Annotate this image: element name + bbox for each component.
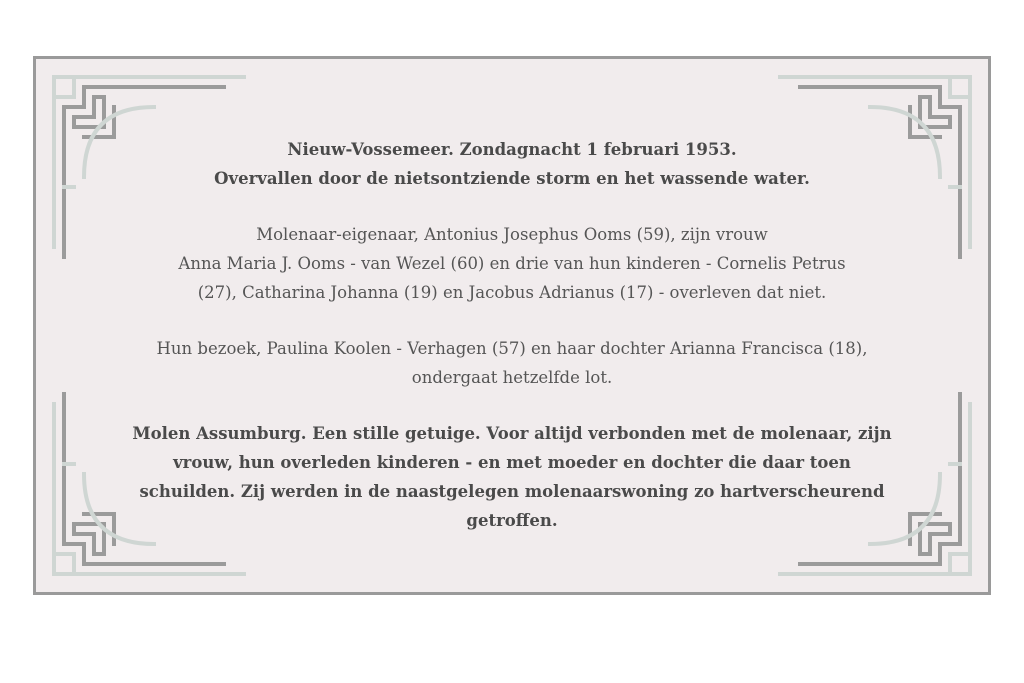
paragraph-1-line-1: Molenaar-eigenaar, Antonius Josephus Ooms (59), zijn vrouw: [256, 225, 768, 244]
paragraph-3-line-3: schuilden. Zij werden in de naastgelegen molenaarswoning zo hartverscheurend: [139, 482, 885, 501]
paragraph-visitors: [96, 334, 928, 392]
memorial-text: [96, 135, 928, 535]
memorial-panel: [33, 56, 991, 595]
paragraph-1-line-2: Anna Maria J. Ooms - van Wezel (60) en drie van hun kinderen - Cornelis Petrus: [178, 254, 846, 273]
paragraph-mill: [96, 419, 928, 535]
spacer: [96, 307, 928, 334]
paragraph-3-line-1: Molen Assumburg. Een stille getuige. Voor altijd verbonden met de molenaar, zijn: [132, 424, 892, 443]
paragraph-3-line-2: vrouw, hun overleden kinderen - en met moeder en dochter die daar toen: [173, 453, 851, 472]
heading: [96, 135, 928, 193]
paragraph-3-line-4: getroffen.: [466, 511, 558, 530]
spacer: [96, 193, 928, 220]
paragraph-2-line-1: Hun bezoek, Paulina Koolen - Verhagen (57) en haar dochter Arianna Francisca (18),: [156, 339, 868, 358]
paragraph-1-line-3: (27), Catharina Johanna (19) en Jacobus Adrianus (17) - overleven dat niet.: [197, 283, 827, 302]
paragraph-family: [96, 220, 928, 307]
spacer: [96, 392, 928, 419]
paragraph-2-line-2: ondergaat hetzelfde lot.: [411, 368, 613, 387]
heading-line-2: Overvallen door de nietsontziende storm en het wassende water.: [214, 169, 810, 188]
heading-line-1: Nieuw-Vossemeer. Zondagnacht 1 februari 1953.: [287, 140, 737, 159]
